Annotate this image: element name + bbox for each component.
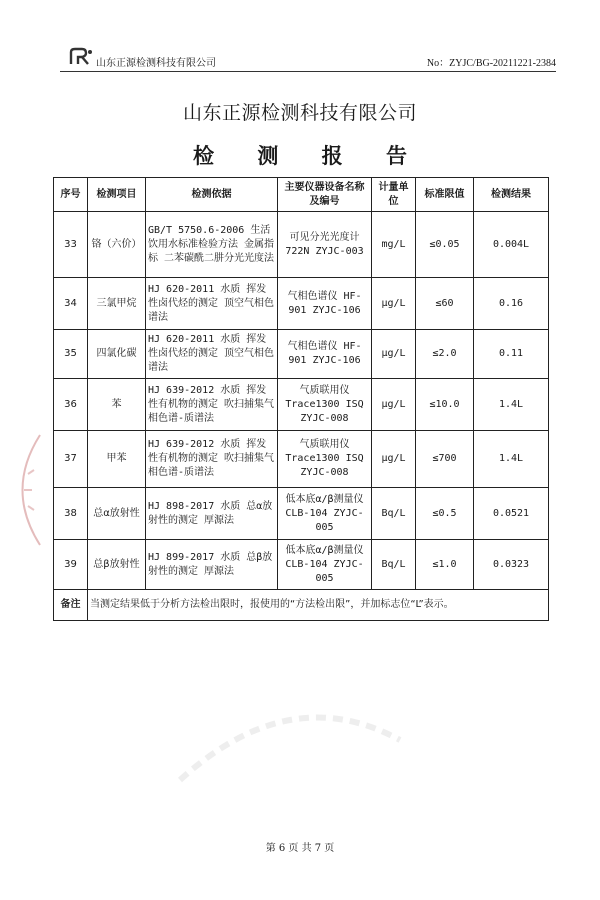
cell-seq: 35 [54,330,88,379]
cell-limit: ≤0.5 [416,488,474,540]
cell-limit: ≤2.0 [416,330,474,379]
header-seq: 序号 [54,178,88,212]
cell-instrument: 气相色谱仪 HF-901 ZYJC-106 [278,330,372,379]
cell-result: 1.4L [474,431,549,488]
table-row [54,488,549,540]
company-title: 山东正源检测科技有限公司 [182,102,417,124]
header-limit: 标准限值 [416,178,474,212]
cell-unit: Bq/L [372,488,416,540]
cell-method: HJ 620-2011 水质 挥发性卤代烃的测定 顶空气相色谱法 [146,330,278,379]
watermark-stamp-icon [170,700,410,790]
cell-result: 1.4L [474,379,549,431]
table-row [54,330,549,379]
table-row [54,431,549,488]
table-header-row [54,178,549,212]
table-row [54,540,549,590]
cell-instrument: 低本底α/β测量仪 CLB-104 ZYJC-005 [278,540,372,590]
cell-limit: ≤0.05 [416,212,474,278]
cell-unit: μg/L [372,278,416,330]
seal-stamp-icon [0,430,42,550]
cell-limit: ≤700 [416,431,474,488]
cell-limit: ≤1.0 [416,540,474,590]
cell-item: 总β放射性 [88,540,146,590]
cell-method: HJ 899-2017 水质 总β放射性的测定 厚源法 [146,540,278,590]
table-row [54,379,549,431]
cell-item: 四氯化碳 [88,330,146,379]
cell-instrument: 气质联用仪 Trace1300 ISQ ZYJC-008 [278,431,372,488]
header-result: 检测结果 [474,178,549,212]
cell-seq: 38 [54,488,88,540]
results-table [53,177,549,621]
table-row [54,278,549,330]
cell-unit: μg/L [372,431,416,488]
cell-seq: 36 [54,379,88,431]
cell-item: 苯 [88,379,146,431]
cell-item: 总α放射性 [88,488,146,540]
report-title: 检 测 报 告 [193,144,425,168]
table-row [54,212,549,278]
cell-method: GB/T 5750.6-2006 生活饮用水标准检验方法 金属指标 二苯碳酰二肼分光光度法 [146,212,278,278]
header-unit: 计量单位 [372,178,416,212]
cell-result: 0.11 [474,330,549,379]
cell-instrument: 气质联用仪 Trace1300 ISQ ZYJC-008 [278,379,372,431]
cell-method: HJ 639-2012 水质 挥发性有机物的测定 吹扫捕集气相色谱-质谱法 [146,431,278,488]
cell-result: 0.0323 [474,540,549,590]
remark-text: 当测定结果低于分析方法检出限时，报使用的“方法检出限”，并加标志位“L”表示。 [88,590,549,621]
remark-row [54,590,549,621]
cell-limit: ≤60 [416,278,474,330]
header-method: 检测依据 [146,178,278,212]
cell-item: 铬（六价） [88,212,146,278]
cell-seq: 34 [54,278,88,330]
page-header [60,44,556,74]
cell-unit: Bq/L [372,540,416,590]
cell-method: HJ 620-2011 水质 挥发性卤代烃的测定 顶空气相色谱法 [146,278,278,330]
cell-method: HJ 898-2017 水质 总α放射性的测定 厚源法 [146,488,278,540]
cell-result: 0.004L [474,212,549,278]
cell-item: 甲苯 [88,431,146,488]
header-company-name: 山东正源检测科技有限公司 [96,58,216,69]
cell-unit: μg/L [372,379,416,431]
report-number: No：ZYJC/BG-20211221-2384 [426,58,556,69]
header-instrument: 主要仪器设备名称及编号 [278,178,372,212]
cell-result: 0.16 [474,278,549,330]
cell-unit: μg/L [372,330,416,379]
cell-item: 三氯甲烷 [88,278,146,330]
cell-method: HJ 639-2012 水质 挥发性有机物的测定 吹扫捕集气相色谱-质谱法 [146,379,278,431]
cell-unit: mg/L [372,212,416,278]
cell-seq: 39 [54,540,88,590]
company-logo-icon [68,46,94,68]
header-item: 检测项目 [88,178,146,212]
cell-result: 0.0521 [474,488,549,540]
cell-seq: 33 [54,212,88,278]
cell-instrument: 低本底α/β测量仪 CLB-104 ZYJC-005 [278,488,372,540]
remark-label: 备注 [54,590,88,621]
cell-seq: 37 [54,431,88,488]
header-divider [60,71,556,72]
cell-instrument: 气相色谱仪 HF-901 ZYJC-106 [278,278,372,330]
page-number: 第 6 页 共 7 页 [265,843,335,854]
cell-instrument: 可见分光光度计 722N ZYJC-003 [278,212,372,278]
cell-limit: ≤10.0 [416,379,474,431]
